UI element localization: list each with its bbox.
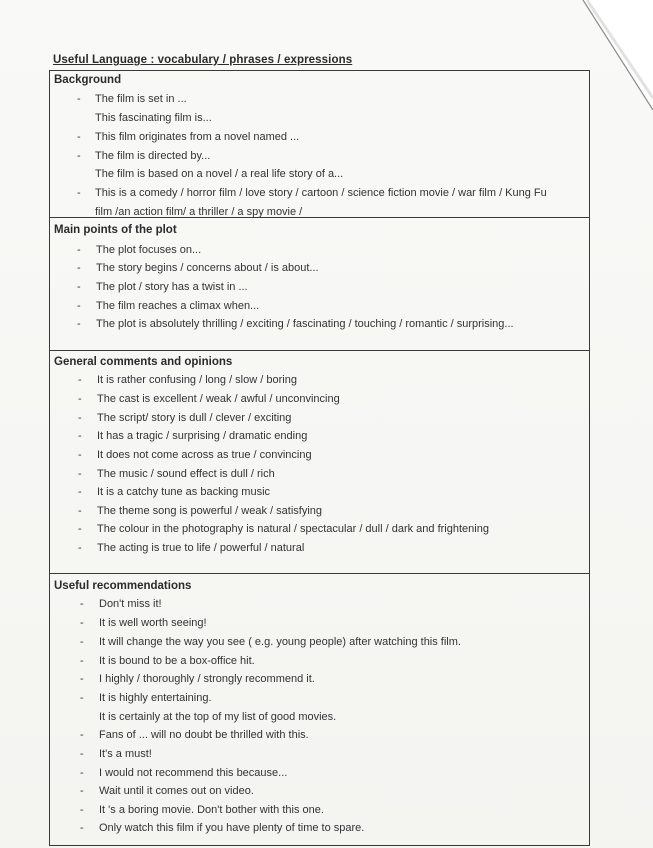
- section-heading-comments: General comments and opinions: [54, 356, 233, 368]
- bullet-dash: -: [80, 729, 84, 741]
- bullet-dash: -: [78, 505, 82, 517]
- list-item: The film is based on a novel / a real life story of a...: [95, 168, 344, 180]
- bullet-dash: -: [80, 617, 84, 629]
- list-item: It 's a boring movie. Don't bother with this one.: [99, 804, 324, 816]
- bullet-dash: -: [77, 262, 81, 274]
- bullet-dash: -: [80, 598, 84, 610]
- bullet-dash: -: [78, 430, 82, 442]
- section-heading-plot: Main points of the plot: [54, 224, 177, 236]
- section-heading-recommendations: Useful recommendations: [54, 580, 192, 592]
- bullet-dash: -: [80, 822, 84, 834]
- bullet-dash: -: [78, 449, 82, 461]
- list-item: The plot / story has a twist in ...: [96, 281, 248, 293]
- bullet-dash: -: [80, 785, 84, 797]
- list-item: The colour in the photography is natural / spectacular / dull / dark and frightening: [97, 523, 489, 535]
- list-item: film /an action film/ a thriller / a spy movie /: [95, 206, 303, 218]
- list-item: This fascinating film is...: [95, 112, 212, 124]
- list-item: The film is set in ...: [95, 93, 187, 105]
- bullet-dash: -: [77, 93, 81, 105]
- list-item: The script/ story is dull / clever / exciting: [97, 412, 292, 424]
- page-title: Useful Language : vocabulary / phrases / expressions: [53, 54, 353, 66]
- list-item: The plot focuses on...: [96, 244, 202, 256]
- bullet-dash: -: [77, 187, 81, 199]
- bullet-dash: -: [77, 318, 81, 330]
- bullet-dash: -: [78, 374, 82, 386]
- section-heading-background: Background: [54, 74, 122, 86]
- bullet-dash: -: [78, 412, 82, 424]
- bullet-dash: -: [78, 486, 82, 498]
- list-item: Wait until it comes out on video.: [99, 785, 254, 797]
- bullet-dash: -: [80, 636, 84, 648]
- list-item: The theme song is powerful / weak / satisfying: [97, 505, 322, 517]
- section-divider: [49, 350, 590, 351]
- list-item: It does not come across as true / convincing: [97, 449, 312, 461]
- bullet-dash: -: [77, 244, 81, 256]
- bullet-dash: -: [80, 804, 84, 816]
- list-item: It will change the way you see ( e.g. young people) after watching this film.: [99, 636, 461, 648]
- list-item: Fans of ... will no doubt be thrilled with this.: [99, 729, 309, 741]
- list-item: This film originates from a novel named ...: [95, 131, 300, 143]
- list-item: It is well worth seeing!: [99, 617, 207, 629]
- bullet-dash: -: [80, 655, 84, 667]
- bullet-dash: -: [77, 150, 81, 162]
- bullet-dash: -: [80, 692, 84, 704]
- list-item: It is a catchy tune as backing music: [97, 486, 271, 498]
- list-item: The film is directed by...: [95, 150, 211, 162]
- bullet-dash: -: [80, 767, 84, 779]
- bullet-dash: -: [77, 300, 81, 312]
- list-item: It is highly entertaining.: [99, 692, 212, 704]
- list-item: It is bound to be a box-office hit.: [99, 655, 255, 667]
- list-item: It is certainly at the top of my list of good movies.: [99, 711, 337, 723]
- section-divider: [49, 573, 590, 574]
- list-item: It's a must!: [99, 748, 152, 760]
- bullet-dash: -: [78, 393, 82, 405]
- list-item: The acting is true to life / powerful / natural: [97, 542, 305, 554]
- list-item: This is a comedy / horror film / love story / cartoon / science fiction movie / war film / Kung Fu: [95, 187, 547, 199]
- list-item: I would not recommend this because...: [99, 767, 288, 779]
- list-item: The music / sound effect is dull / rich: [97, 468, 275, 480]
- list-item: The story begins / concerns about / is about...: [96, 262, 319, 274]
- list-item: The plot is absolutely thrilling / exciting / fascinating / touching / romantic / surprising...: [96, 318, 514, 330]
- bullet-dash: -: [80, 673, 84, 685]
- list-item: It has a tragic / surprising / dramatic ending: [97, 430, 308, 442]
- bullet-dash: -: [78, 468, 82, 480]
- bullet-dash: -: [77, 281, 81, 293]
- bullet-dash: -: [78, 542, 82, 554]
- bullet-dash: -: [80, 748, 84, 760]
- list-item: It is rather confusing / long / slow / boring: [97, 374, 297, 386]
- list-item: Don't miss it!: [99, 598, 162, 610]
- list-item: The cast is excellent / weak / awful / unconvincing: [97, 393, 340, 405]
- list-item: I highly / thoroughly / strongly recommend it.: [99, 673, 315, 685]
- list-item: The film reaches a climax when...: [96, 300, 260, 312]
- list-item: Only watch this film if you have plenty of time to spare.: [99, 822, 365, 834]
- bullet-dash: -: [77, 131, 81, 143]
- bullet-dash: -: [78, 523, 82, 535]
